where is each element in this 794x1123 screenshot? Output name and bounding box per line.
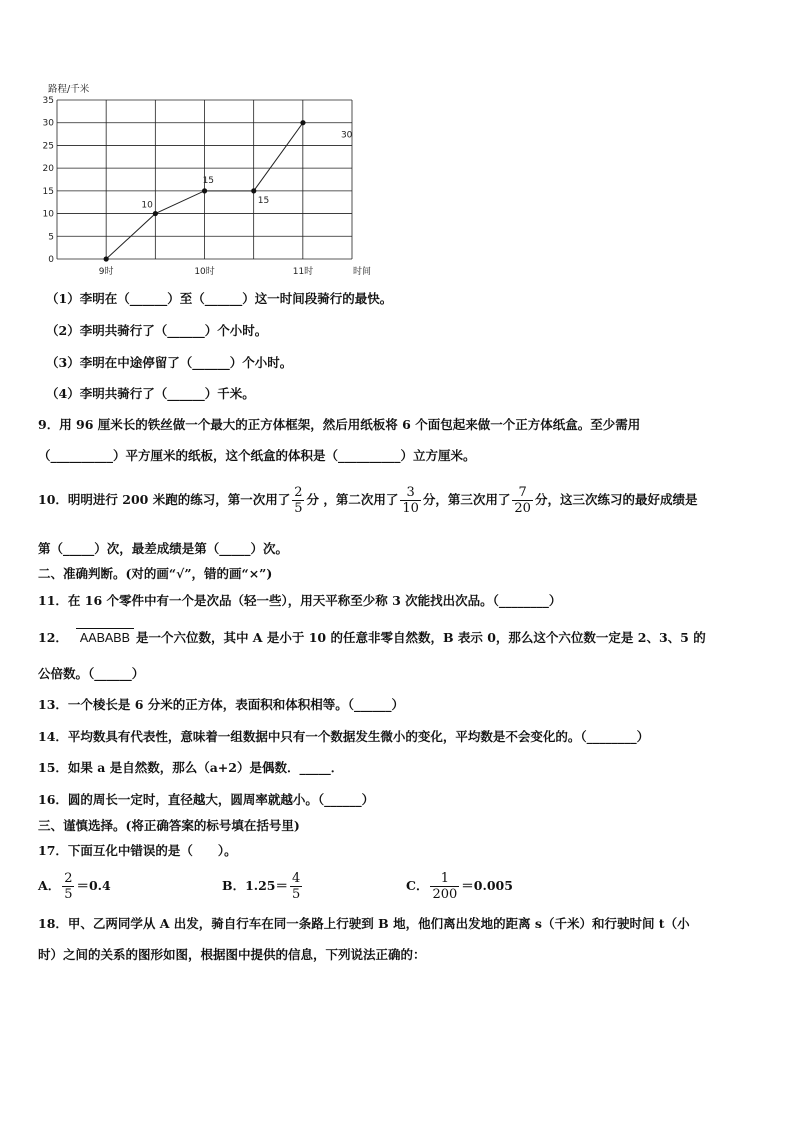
q8-sub3: （3）李明在中途停留了（______）个小时。 (46, 355, 293, 370)
q12-text: 是一个六位数，其中 A 是小于 10 的任意非零自然数，B 表示 0，那么这个六位数一定是 2、3、5 的 (135, 630, 706, 645)
q13: 13．一个棱长是 6 分米的正方体，表面积和体积相等。（______） (38, 697, 405, 712)
q8-sub2: （2）李明共骑行了（______）个小时。 (46, 323, 268, 338)
q8-sub1: （1）李明在（______）至（______）这一时间段骑行的最快。 (46, 291, 393, 306)
data-point (104, 256, 109, 261)
q10-part3: 分，第三次用了 (422, 492, 511, 507)
y-tick-label: 5 (48, 232, 54, 243)
q10-part4: 分，这三次练习的最好成绩是 (534, 492, 698, 507)
q17-option-c: C． $\frac{1}{200}$ ＝0.005 (406, 871, 513, 902)
y-tick-label: 0 (48, 255, 54, 265)
y-tick-labels (43, 96, 55, 265)
x-tick-labels (99, 265, 313, 277)
q17-option-b: B．1.25＝ $\frac{4}{5}$ (222, 871, 301, 902)
y-tick-label: 15 (42, 186, 54, 197)
q12-line2: 公倍数。（______） (38, 666, 145, 681)
section2-heading: 二、准确判断。(对的画“√”，错的画“×”) (38, 566, 273, 581)
data-label: 15 (257, 195, 270, 206)
x-tick-label: 9时 (98, 267, 114, 277)
y-axis-label: 路程/千米 (48, 84, 90, 95)
q12-line1 (38, 628, 706, 646)
data-point (251, 188, 256, 193)
y-tick-label: 10 (42, 209, 54, 220)
fraction: $\frac{3}{10}$ (402, 485, 419, 516)
q17-stem: 17．下面互化中错误的是（ ）。 (38, 843, 237, 858)
data-label: 30 (340, 130, 353, 141)
y-tick-label: 30 (42, 118, 54, 129)
q10-line1 (38, 483, 697, 517)
q11: 11．在 16 个零件中有一个是次品（轻一些），用天平称至少称 3 次能找出次品。（________） (38, 593, 562, 608)
overlined-number: AABABB (76, 628, 134, 646)
q15: 15．如果 a 是自然数，那么（a+2）是偶数．_____． (38, 760, 344, 775)
q16: 16．圆的周长一定时，直径越大，圆周率就越小。（______） (38, 792, 375, 807)
y-tick-label: 20 (42, 164, 54, 175)
q10-part1: 10．明明进行 200 米跑的练习，第一次用了 (38, 492, 291, 507)
q8-sub4: （4）李明共骑行了（______）千米。 (46, 386, 255, 401)
section3-heading: 三、谨慎选择。(将正确答案的标号填在括号里) (38, 818, 300, 833)
q17-option-a: A． $\frac{2}{5}$ ＝0.4 (38, 871, 111, 902)
x-axis-label: 时间 (353, 267, 372, 277)
y-tick-label: 25 (42, 141, 54, 152)
q12-number: 12． (38, 630, 68, 645)
q14: 14．平均数具有代表性，意味着一组数据中只有一个数据发生微小的变化，平均数是不会变化的。（________） (38, 729, 650, 744)
data-label: 15 (202, 175, 215, 186)
fraction: $\frac{2}{5}$ (294, 485, 303, 516)
data-point (300, 120, 305, 125)
distance-time-chart (30, 78, 390, 283)
fraction: $\frac{1}{200}$ (432, 871, 458, 902)
q9-line2: （__________）平方厘米的纸板，这个纸盒的体积是（__________）立方厘米。 (38, 448, 476, 463)
q9-line1: 9．用 96 厘米长的铁丝做一个最大的正方体框架，然后用纸板将 6 个面包起来做一个正方体纸盒。至少需用 (38, 417, 641, 432)
q10-line2: 第（_____）次，最差成绩是第（_____）次。 (38, 541, 289, 556)
fraction: $\frac{4}{5}$ (292, 871, 301, 902)
y-tick-label: 35 (42, 96, 54, 106)
x-tick-label: 11时 (292, 267, 314, 277)
q18-line2: 时）之间的关系的图形如图，根据图中提供的信息，下列说法正确的： (38, 947, 426, 962)
fraction: $\frac{2}{5}$ (64, 871, 73, 902)
data-point (153, 211, 158, 216)
data-label: 10 (141, 200, 153, 211)
x-tick-label: 10时 (194, 267, 215, 277)
fraction: $\frac{7}{20}$ (514, 485, 531, 516)
q18-line1: 18．甲、乙两同学从 A 出发，骑自行车在同一条路上行驶到 B 地，他们离出发地的距离 s（千米）和行驶时间 t（小 (38, 916, 690, 931)
q10-part2: 分 ，第二次用了 (306, 492, 399, 507)
data-point (202, 188, 207, 193)
